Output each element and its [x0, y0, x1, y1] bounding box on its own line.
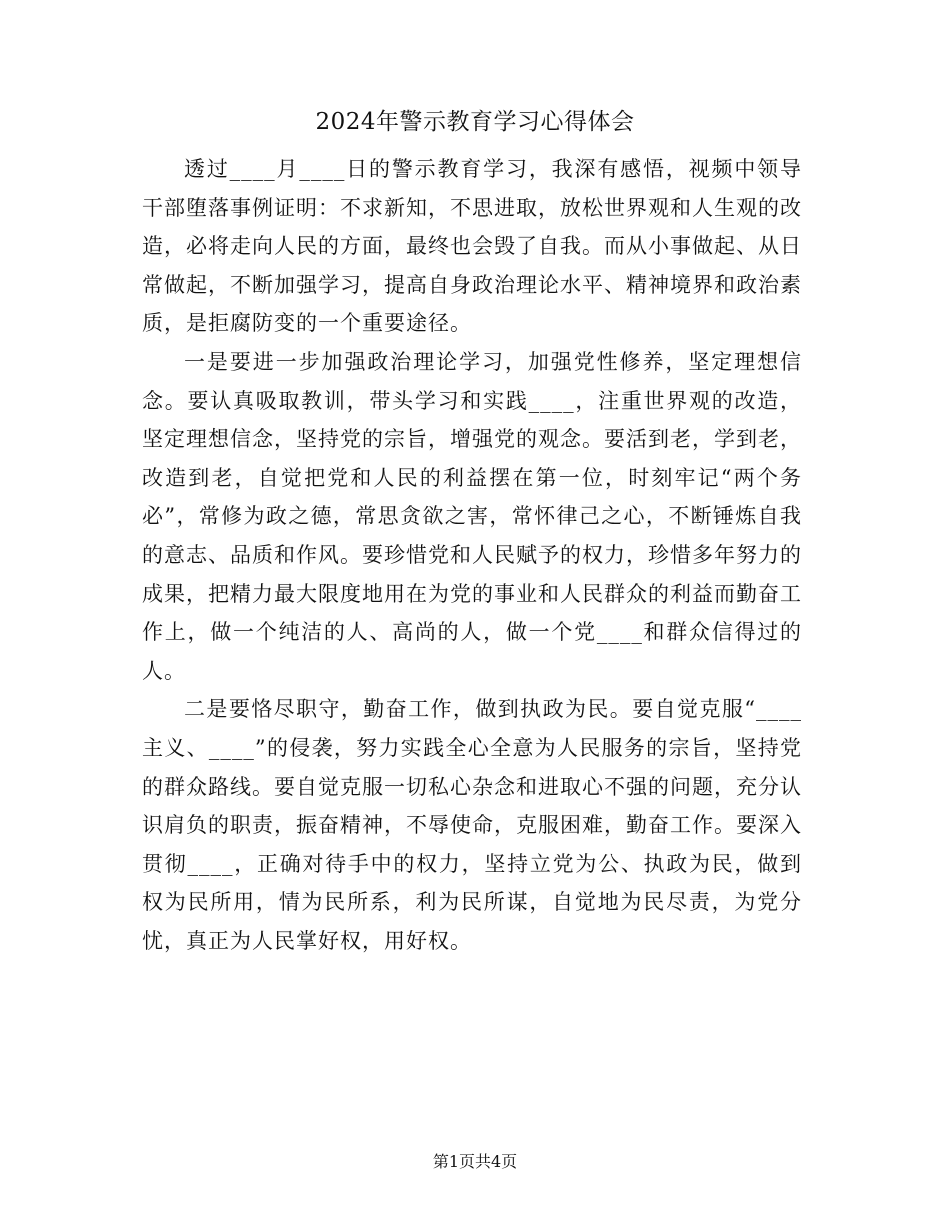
paragraph-3: 二是要恪尽职守，勤奋工作，做到执政为民。要自觉克服“____主义、____”的侵袭，努力实践全心全意为人民服务的宗旨，坚持党的群众路线。要自觉克服一切私心杂念和进取心不强的问题，充分认识肩负的职责，振奋精神，不辱使命，克服困难，勤奋工作。要深入贯彻____，正确对待手中的权力，坚持立党为公、执政为民，做到权为民所用，情为民所系，利为民所谋，自觉地为民尽责，为党分忧，真正为人民掌好权，用好权。	[142, 697, 802, 953]
document-body	[142, 150, 802, 960]
document-title: 2024年警示教育学习心得体会	[315, 109, 635, 135]
paragraph-2: 一是要进一步加强政治理论学习，加强党性修养，坚定理想信念。要认真吸取教训，带头学习和实践____，注重世界观的改造，坚定理想信念，坚持党的宗旨，增强党的观念。要活到老，学到老，改造到老，自觉把党和人民的利益摆在第一位，时刻牢记“两个务必”，常修为政之德，常思贪欲之害，常怀律己之心，不断锤炼自我的意志、品质和作风。要珍惜党和人民赋予的权力，珍惜多年努力的成果，把精力最大限度地用在为党的事业和人民群众的利益而勤奋工作上，做一个纯洁的人、高尚的人，做一个党____和群众信得过的人。	[142, 349, 802, 683]
page-footer: 第1页共4页	[432, 1152, 518, 1171]
paragraph-1: 透过____月____日的警示教育学习，我深有感悟，视频中领导干部堕落事例证明：不求新知，不思进取，放松世界观和人生观的改造，必将走向人民的方面，最终也会毁了自我。而从小事做起、从日常做起，不断加强学习，提高自身政治理论水平、精神境界和政治素质，是拒腐防变的一个重要途径。	[142, 157, 802, 336]
